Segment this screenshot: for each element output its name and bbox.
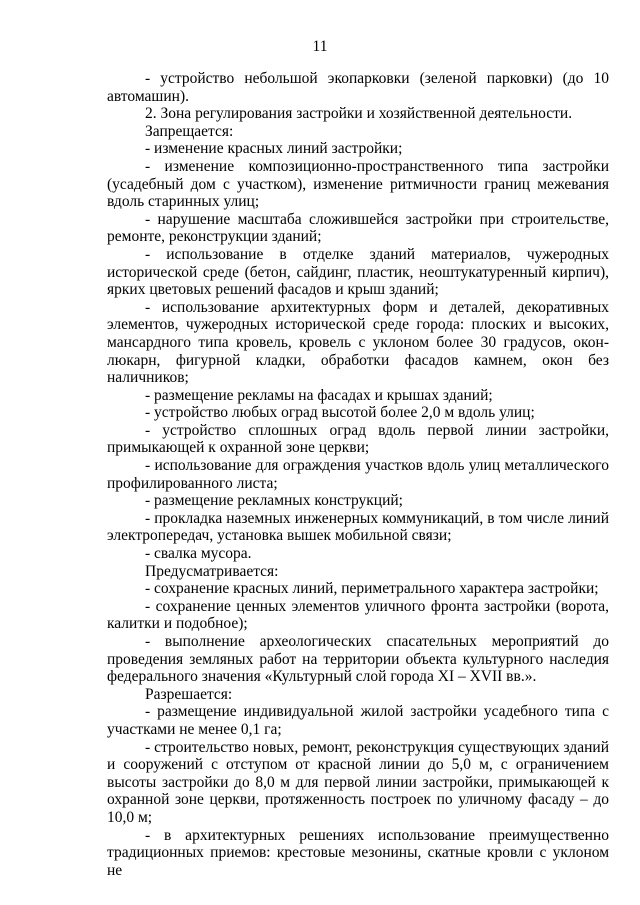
- paragraph-architectural-forms: - использование архитектурных форм и деталей, декоративных элементов, чужеродных исторической среде города: плоских и высоких, мансардного типа кровель, кровель с уклоном более 30 градусов, окон-люкарн, фигурной кладки, обработки фасадов камнем, окон без наличников;: [107, 298, 609, 387]
- paragraph-prohibited-heading: Запрещается:: [145, 122, 234, 140]
- paragraph-permitted-heading: Разрешается:: [145, 685, 233, 703]
- paragraph-red-lines-preservation: - сохранение красных линий, периметрального характера застройки;: [145, 580, 599, 598]
- paragraph-zone-heading: 2. Зона регулирования застройки и хозяйственной деятельности.: [145, 105, 573, 123]
- paragraph-ad-structures: - размещение рекламных конструкций;: [145, 492, 403, 510]
- paragraph-finishing-materials: - использование в отделке зданий материалов, чужеродных исторической среде (бетон, сайдинг, пластик, неоштукатуренный кирпич), ярких цветовых решений фасадов и крыш зданий;: [107, 245, 609, 299]
- paragraph-traditional-techniques: - в архитектурных решениях использование преимущественно традиционных приемов: крестовые мезонины, скатные кровли с уклоном не: [107, 826, 609, 879]
- paragraph-provided-heading: Предусматривается:: [145, 562, 279, 580]
- paragraph-eco-parking: - устройство небольшой экопарковки (зеленой парковки) (до 10 автомашин).: [107, 70, 609, 105]
- paragraph-archaeology: - выполнение археологических спасательных мероприятий до проведения земляных работ на территории объекта культурного наследия федерального значения «Культурный слой города XI – XVII вв.».: [107, 633, 609, 686]
- paragraph-scale-violation: - нарушение масштаба сложившейся застройки при строительстве, ремонте, реконструкции зданий;: [107, 210, 609, 246]
- paragraph-street-front: - сохранение ценных элементов уличного фронта застройки (ворота, калитки и подобное);: [107, 597, 609, 633]
- paragraph-new-construction: - строительство новых, ремонт, реконструкция существующих зданий и сооружений с отступом от красной линии до 5,0 м, с ограничением высоты застройки до 8,0 м для первой линии застройки, примыкающей к охранной зоне церкви, протяженность построек по уличному фасаду – до 10,0 м;: [107, 738, 609, 826]
- paragraph-facade-advertising: - размещение рекламы на фасадах и крышах зданий;: [145, 386, 493, 404]
- paragraph-composition-type: - изменение композиционно-пространственного типа застройки (усадебный дом с участком), изменение ритмичности границ межевания вдоль старинных улиц;: [107, 157, 609, 211]
- paragraph-red-lines-change: - изменение красных линий застройки;: [145, 140, 403, 158]
- paragraph-ground-utilities: - прокладка наземных инженерных коммуникаций, в том числе линий электропередач, установка вышек мобильной связи;: [107, 509, 609, 545]
- paragraph-metal-sheet: - использование для ограждения участков вдоль улиц металлического профилированного листа;: [107, 457, 609, 492]
- paragraph-solid-fences: - устройство сплошных оград вдоль первой линии застройки, примыкающей к охранной зоне церкви;: [107, 421, 609, 457]
- paragraph-fence-height: - устройство любых оград высотой более 2,0 м вдоль улиц;: [145, 404, 535, 422]
- page-number: 11: [312, 38, 328, 55]
- paragraph-waste-dump: - свалка мусора.: [145, 545, 252, 563]
- paragraph-individual-housing: - размещение индивидуальной жилой застройки усадебного типа с участками не менее 0,1 га;: [107, 703, 609, 738]
- document-body: [107, 70, 609, 879]
